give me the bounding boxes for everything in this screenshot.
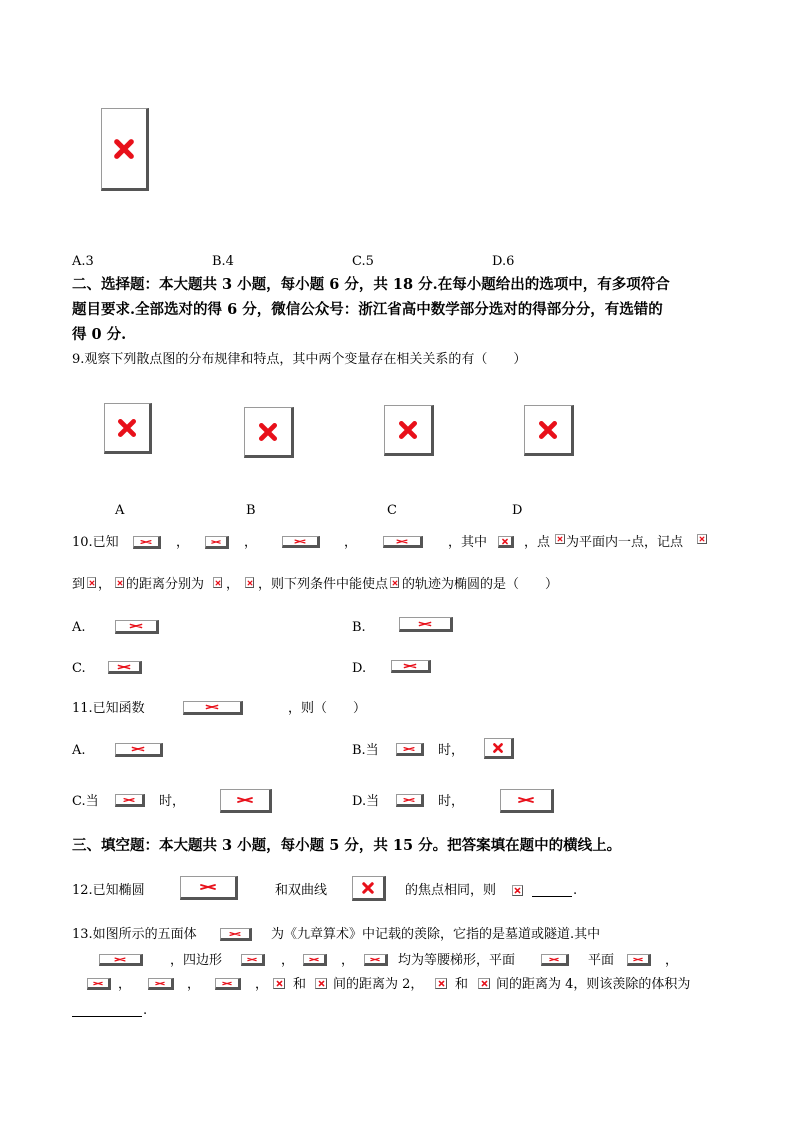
broken-image-icon [383, 536, 423, 548]
q10-text: ，点 [524, 535, 551, 550]
broken-image-icon [498, 536, 514, 548]
q10-option-c: C. [72, 661, 86, 676]
broken-image-icon [273, 978, 285, 989]
broken-image-icon [484, 738, 514, 759]
q9-stem: 9.观察下列散点图的分布规律和特点，其中两个变量存在相关关系的有（ ） [72, 352, 527, 367]
broken-image-icon [303, 954, 327, 966]
q8-option-d: D.6 [492, 254, 515, 269]
q9-label-a: A [115, 503, 125, 518]
broken-image-icon [133, 536, 161, 549]
broken-image-icon [384, 405, 434, 456]
q13-text: 和 [455, 977, 469, 992]
broken-image-icon [148, 978, 174, 990]
broken-image-icon [241, 954, 265, 966]
broken-image-icon [115, 620, 159, 634]
q8-option-a: A.3 [72, 254, 94, 269]
q12-text: 和双曲线 [275, 883, 328, 898]
q10-text: ， [226, 577, 240, 592]
q13-text: ，四边形 [170, 953, 223, 968]
q10-option-a: A. [72, 620, 86, 635]
section2-line3: 得 0 分. [72, 326, 127, 343]
broken-image-icon [391, 660, 431, 673]
broken-image-icon [104, 403, 152, 454]
broken-image-icon [512, 885, 523, 896]
q13-text: 和 [293, 977, 307, 992]
q10-text: ， [244, 535, 258, 550]
section3-heading: 三、填空题：本大题共 3 小题，每小题 5 分，共 15 分。把答案填在题中的横线上。 [72, 837, 622, 854]
broken-image-icon [115, 743, 163, 757]
broken-image-icon [244, 407, 294, 458]
q9-label-c: C [387, 503, 397, 518]
section2-line1: 二、选择题：本大题共 3 小题，每小题 6 分，共 18 分.在每小题给出的选项中，有多项符合 [72, 276, 670, 293]
section2-line2: 题目要求.全部选对的得 6 分，微信公众号：浙江省高中数学部分选对的得部分分，有选错的 [72, 301, 663, 318]
broken-image-icon [220, 928, 252, 941]
q10-text: ， [176, 535, 190, 550]
q11-text: ，则（ ） [288, 701, 367, 716]
broken-image-icon [627, 954, 651, 966]
broken-image-icon [183, 701, 243, 715]
q12-text: 的焦点相同，则 [405, 883, 497, 898]
q10-text: ，则下列条件中能使点 [258, 577, 389, 592]
q13-text: . [143, 1003, 148, 1018]
broken-image-icon [220, 789, 272, 813]
q11-option-d: D.当 [352, 794, 380, 809]
broken-image-icon [108, 661, 142, 674]
broken-image-icon [115, 577, 124, 588]
broken-image-icon [115, 794, 145, 807]
q10-text: 为平面内一点，记点 [566, 535, 684, 550]
q13-text: 13.如图所示的五面体 [72, 927, 197, 942]
broken-image-icon [399, 617, 453, 632]
broken-image-icon [478, 978, 490, 989]
broken-image-icon [315, 978, 327, 989]
q13-text: 间的距离为 4，则该羡除的体积为 [496, 977, 691, 992]
broken-image-icon [697, 534, 707, 544]
q10-option-d: D. [352, 661, 367, 676]
broken-image-icon [396, 794, 424, 807]
broken-image-icon [101, 108, 149, 191]
q12-text: 12.已知椭圆 [72, 883, 145, 898]
q13-text: 间的距离为 2， [333, 977, 424, 992]
broken-image-icon [390, 577, 399, 588]
q13-text: ， [281, 953, 295, 968]
broken-image-icon [99, 954, 143, 966]
q13-text: ， [341, 953, 355, 968]
q11-option-a: A. [72, 743, 86, 758]
q11-option-c: C.当 [72, 794, 99, 809]
q10-text: 到 [72, 577, 86, 592]
broken-image-icon [555, 534, 565, 544]
q10-text: 10.已知 [72, 535, 119, 550]
q11-text: 时， [438, 794, 465, 809]
broken-image-icon [282, 536, 320, 548]
q13-text: ， [255, 977, 269, 992]
q9-label-d: D [512, 503, 523, 518]
broken-image-icon [435, 978, 447, 989]
answer-blank[interactable] [532, 896, 572, 897]
broken-image-icon [215, 978, 241, 990]
q9-label-b: B [246, 503, 256, 518]
q11-option-b: B.当 [352, 743, 379, 758]
q10-text: ，其中 [448, 535, 488, 550]
q10-text: ， [344, 535, 358, 550]
q13-text: ， [118, 977, 132, 992]
q13-text: ， [665, 953, 679, 968]
broken-image-icon [245, 577, 254, 588]
broken-image-icon [524, 405, 574, 456]
broken-image-icon [205, 536, 229, 549]
broken-image-icon [352, 876, 386, 901]
q11-text: 时， [159, 794, 186, 809]
q10-option-b: B. [352, 620, 366, 635]
q13-text: 平面 [588, 953, 615, 968]
q13-text: 均为等腰梯形，平面 [398, 953, 516, 968]
broken-image-icon [87, 577, 96, 588]
q8-option-c: C.5 [352, 254, 374, 269]
q13-text: ， [187, 977, 201, 992]
broken-image-icon [364, 954, 388, 966]
q11-text: 11.已知函数 [72, 701, 145, 716]
q10-text: 的距离分别为 [126, 577, 205, 592]
q13-text: 为《九章算术》中记载的羡除，它指的是墓道或隧道.其中 [271, 927, 601, 942]
answer-blank[interactable] [72, 1016, 142, 1017]
broken-image-icon [396, 743, 424, 756]
q8-option-b: B.4 [212, 254, 234, 269]
q12-text: . [573, 883, 578, 898]
q11-text: 时， [438, 743, 465, 758]
broken-image-icon [87, 978, 111, 990]
broken-image-icon [500, 789, 554, 813]
broken-image-icon [180, 876, 238, 900]
q10-text: ， [98, 577, 112, 592]
q10-text: 的轨迹为椭圆的是（ ） [402, 577, 559, 592]
broken-image-icon [213, 577, 222, 588]
broken-image-icon [541, 954, 569, 966]
